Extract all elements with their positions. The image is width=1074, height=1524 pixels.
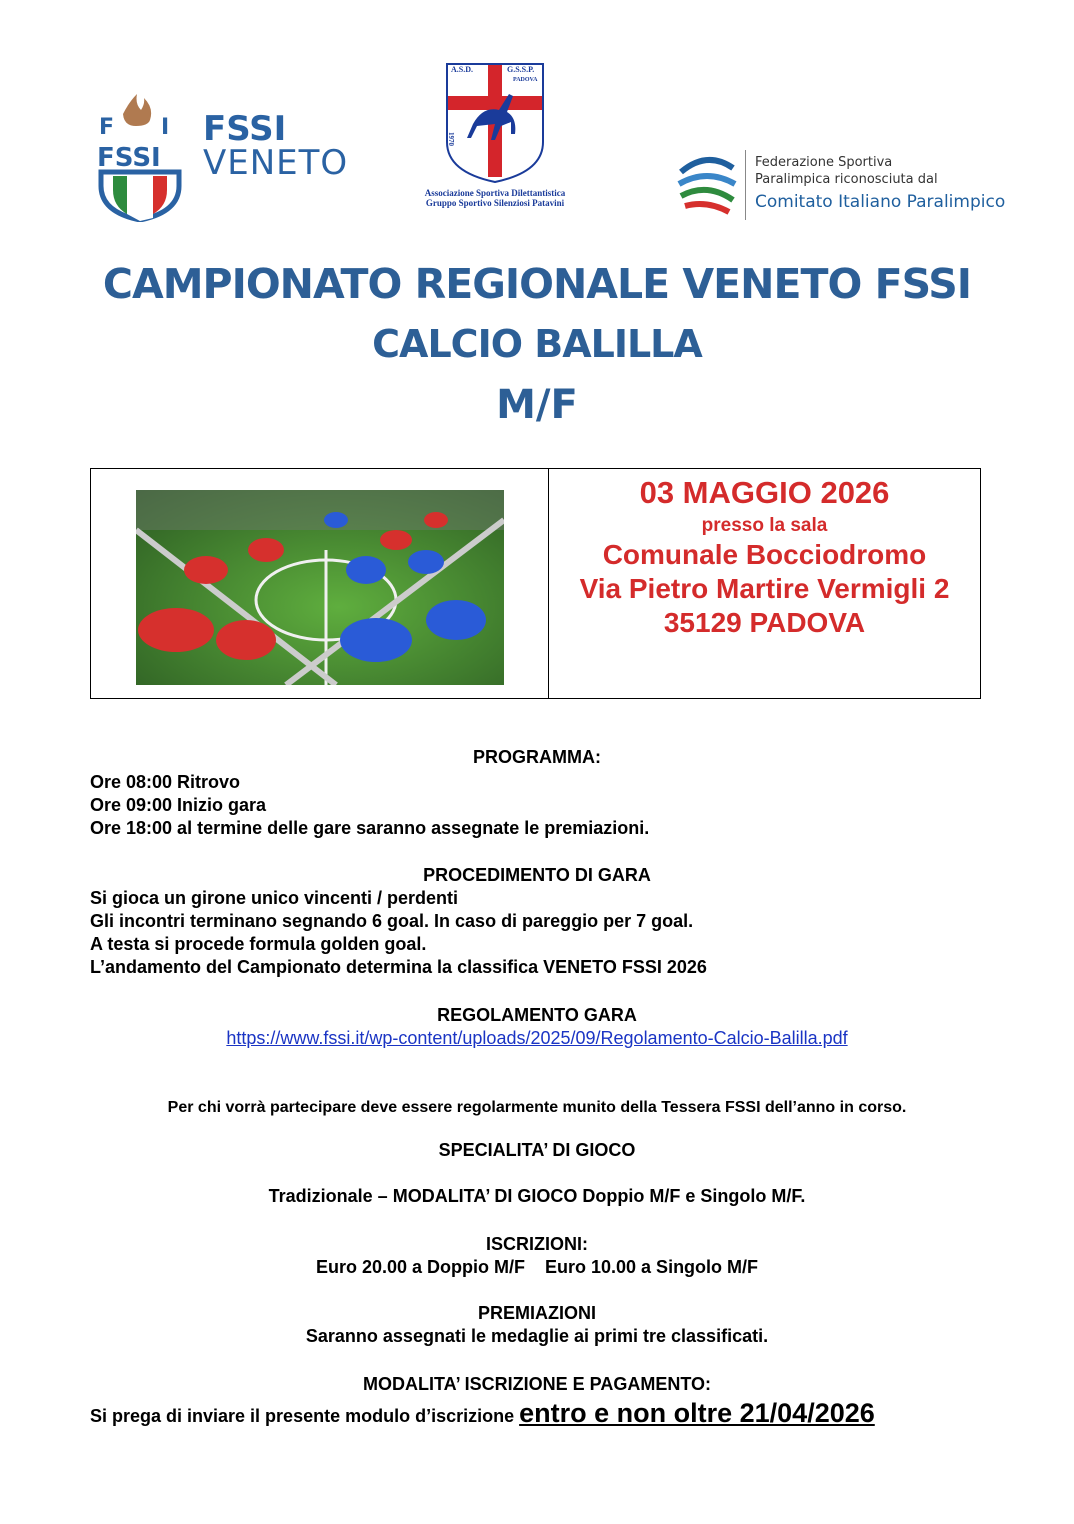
svg-text:FSSI: FSSI: [97, 143, 161, 173]
programma-item: Ore 09:00 Inizio gara: [90, 795, 267, 815]
cip-logo: [675, 148, 1006, 228]
iscrizioni-singolo: Euro 10.00 a Singolo M/F: [545, 1257, 759, 1277]
fssi-logo-line2: VENETO: [203, 143, 349, 183]
event-venue-intro: presso la sala: [701, 515, 828, 536]
gssp-padova-label: PADOVA: [513, 77, 538, 83]
specialita-heading: SPECIALITA’ DI GIOCO: [438, 1140, 636, 1160]
gssp-year-label: 1970: [447, 132, 455, 146]
gssp-asd-label: A.S.D.: [451, 65, 474, 74]
procedimento-item: L’andamento del Campionato determina la classifica VENETO FSSI 2026: [90, 957, 707, 977]
specialita-text: Tradizionale – MODALITA’ DI GIOCO Doppio M/F e Singolo M/F.: [268, 1186, 806, 1206]
programma-heading: PROGRAMMA:: [473, 747, 601, 767]
gssp-caption-line2: Gruppo Sportivo Silenziosi Patavini: [425, 198, 565, 208]
pagamento-line: [90, 1398, 875, 1429]
title-line1: CAMPIONATO REGIONALE VENETO FSSI: [102, 260, 972, 308]
programma-item: Ore 18:00 al termine delle gare saranno assegnate le premiazioni.: [90, 818, 650, 838]
event-city: 35129 PADOVA: [663, 607, 866, 638]
premiazioni-text: Saranno assegnati le medaglie ai primi tre classificati.: [305, 1326, 769, 1346]
cip-line1: Federazione Sportiva: [755, 155, 893, 170]
title-line3: M/F: [496, 382, 578, 428]
procedimento-item: Si gioca un girone unico vincenti / perdenti: [90, 888, 459, 908]
regolamento-link[interactable]: https://www.fssi.it/wp-content/uploads/2025/09/Regolamento-Calcio-Balilla.pdf: [226, 1028, 848, 1048]
pagamento-heading: MODALITA’ ISCRIZIONE E PAGAMENTO:: [362, 1374, 711, 1394]
fssi-veneto-logo: [95, 92, 349, 222]
table-football-photo: [136, 490, 504, 685]
procedimento-heading: PROCEDIMENTO DI GARA: [423, 865, 651, 885]
iscrizioni-prices: [0, 1257, 1074, 1278]
gssp-gssp-label: G.S.S.P.: [507, 65, 535, 74]
gssp-padova-logo: [415, 60, 575, 215]
event-venue-name: Comunale Bocciodromo: [602, 539, 927, 570]
procedimento-item: A testa si procede formula golden goal.: [90, 934, 427, 954]
title-line2: CALCIO BALILLA: [372, 322, 702, 366]
programma-item: Ore 08:00 Ritrovo: [90, 772, 241, 792]
cip-sphere-icon: [675, 150, 739, 220]
tessera-note: Per chi vorrà partecipare deve essere regolarmente munito della Tessera FSSI dell’anno in corso.: [167, 1099, 907, 1116]
fssi-logo-line1: FSSI: [203, 109, 287, 149]
iscrizioni-doppio: Euro 20.00 a Doppio M/F: [315, 1257, 525, 1277]
event-date: 03 MAGGIO 2026: [639, 475, 890, 510]
event-address: Via Pietro Martire Vermigli 2: [579, 573, 950, 604]
pagamento-deadline: entro e non oltre 21/04/2026: [519, 1398, 875, 1428]
premiazioni-heading: PREMIAZIONI: [477, 1303, 596, 1323]
fssi-shield-icon: [95, 92, 185, 222]
event-info-box: [90, 468, 981, 699]
procedimento-item: Gli incontri terminano segnando 6 goal. In caso di pareggio per 7 goal.: [90, 911, 694, 931]
cip-line2: Paralimpica riconosciuta dal: [755, 172, 938, 187]
regolamento-heading: REGOLAMENTO GARA: [437, 1005, 637, 1025]
pagamento-text: Si prega di inviare il presente modulo d’iscrizione: [90, 1406, 515, 1426]
gssp-caption-line1: Associazione Sportiva Dilettantistica: [424, 188, 566, 198]
iscrizioni-heading: ISCRIZIONI:: [486, 1234, 588, 1254]
gssp-shield-icon: [415, 60, 575, 185]
svg-text:F: F: [99, 115, 115, 140]
svg-text:I: I: [161, 115, 170, 140]
cip-line3: Comitato Italiano Paralimpico: [755, 192, 1006, 212]
